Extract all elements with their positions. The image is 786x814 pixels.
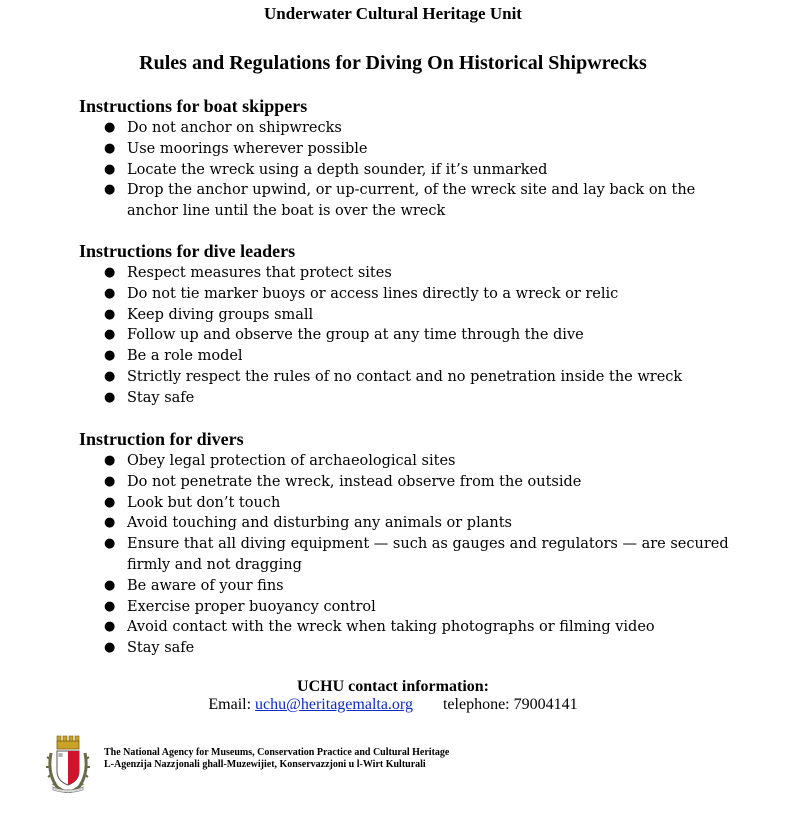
agency-name [104, 747, 449, 771]
list-item: ● Exercise proper buoyancy control [79, 597, 737, 618]
bullet-icon: ● [104, 536, 116, 552]
section-heading: Instructions for dive leaders [79, 241, 296, 261]
contact-line [0, 695, 786, 715]
rule-list [79, 263, 759, 409]
bullet-icon: ● [104, 161, 116, 177]
rule-list [79, 118, 759, 222]
section-heading: Instruction for divers [79, 429, 244, 449]
section-divers [79, 428, 759, 659]
list-item: ● Stay safe [79, 638, 737, 659]
bullet-icon: ● [104, 120, 116, 135]
bullet-icon: ● [104, 598, 116, 614]
list-item: ● Do not tie marker buoys or access lines directly to a wreck or relic [79, 284, 737, 305]
bullet-icon: ● [104, 619, 116, 635]
bullet-icon: ● [104, 368, 116, 384]
email-link[interactable]: uchu@heritagemalta.org [255, 696, 413, 713]
section-boat-skippers [79, 95, 759, 222]
bullet-icon: ● [104, 182, 116, 198]
telephone-label: telephone: [442, 696, 510, 713]
telephone-number: 79004141 [513, 696, 578, 713]
bullet-icon: ● [104, 265, 116, 280]
list-item: ● Look but don’t touch [79, 493, 737, 514]
list-item: ● Do not penetrate the wreck, instead observe from the outside [79, 472, 737, 493]
list-item: ● Avoid contact with the wreck when taking photographs or filming video [79, 617, 737, 638]
bullet-icon: ● [104, 348, 116, 364]
list-item: ● Locate the wreck using a depth sounder, if it’s unmarked [79, 160, 737, 181]
email-label: Email: [208, 696, 252, 713]
list-item: ● Be aware of your fins [79, 576, 737, 597]
unit-title: Underwater Cultural Heritage Unit [264, 4, 522, 23]
agency-name-maltese: L-Agenzija Nazzjonali ghall-Muzewijiet, Konservazzjoni u l-Wirt Kulturali [104, 759, 426, 770]
list-item: ● Keep diving groups small [79, 305, 737, 326]
contact-heading: UCHU contact information: [297, 678, 489, 695]
bullet-icon: ● [104, 306, 116, 322]
bullet-icon: ● [104, 389, 116, 405]
bullet-icon: ● [104, 285, 116, 301]
malta-coat-of-arms-icon [45, 733, 91, 793]
list-item: ● Stay safe [79, 388, 737, 409]
list-item: ● Avoid touching and disturbing any animals or plants [79, 513, 737, 534]
bullet-icon: ● [104, 577, 116, 593]
list-item: ● Follow up and observe the group at any time through the dive [79, 325, 737, 346]
list-item: ● Respect measures that protect sites [79, 263, 737, 284]
bullet-icon: ● [104, 640, 116, 656]
list-item: ● Drop the anchor upwind, or up-current, of the wreck site and lay back on the anchor line until the boat is over the wreck [104, 182, 696, 220]
rule-list [79, 451, 759, 659]
section-heading: Instructions for boat skippers [79, 96, 308, 116]
list-item: ● Obey legal protection of archaeological sites [79, 451, 737, 472]
list-item: ● Ensure that all diving equipment — such as gauges and regulators — are secured firmly and not dragging [104, 536, 729, 573]
bullet-icon: ● [104, 494, 116, 510]
document-title: Rules and Regulations for Diving On Historical Shipwrecks [139, 52, 647, 74]
bullet-icon: ● [104, 515, 116, 531]
list-item: ● Be a role model [79, 346, 737, 367]
bullet-icon: ● [104, 453, 116, 468]
footer [45, 733, 545, 795]
section-dive-leaders [79, 240, 759, 409]
list-item: ● Use moorings wherever possible [79, 139, 737, 160]
bullet-icon: ● [104, 327, 116, 343]
bullet-icon: ● [104, 473, 116, 489]
bullet-icon: ● [104, 140, 116, 156]
list-item: ● Strictly respect the rules of no contact and no penetration inside the wreck [79, 367, 737, 388]
agency-name-english: The National Agency for Museums, Conservation Practice and Cultural Heritage [104, 747, 450, 758]
list-item: ● Do not anchor on shipwrecks [79, 118, 737, 139]
